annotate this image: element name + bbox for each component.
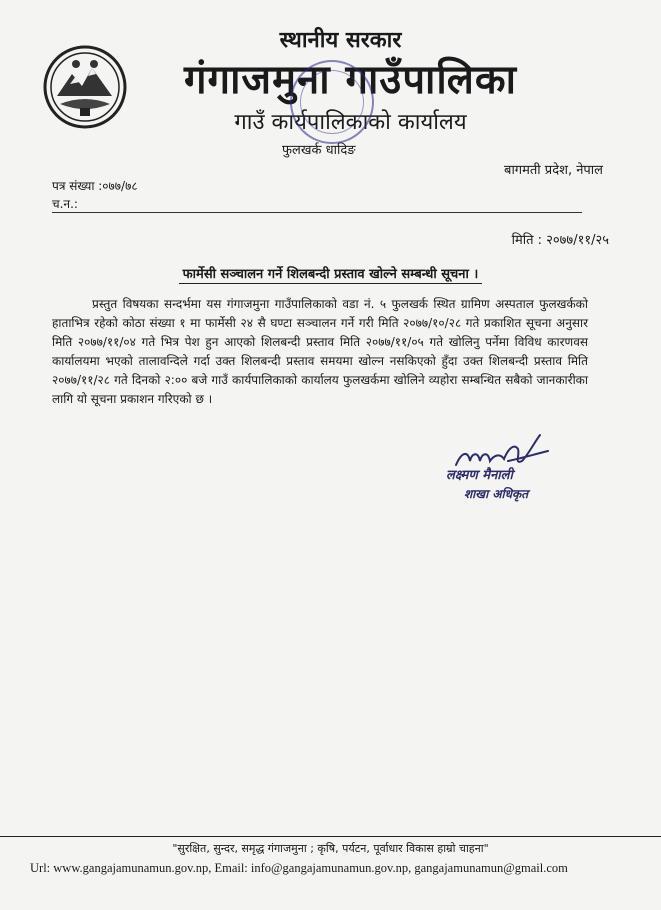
letterhead-municipality-name: गंगाजमुना गाउँपालिका <box>184 56 517 103</box>
letter-number: पत्र संख्या :०७७/७८ <box>52 179 138 193</box>
notice-body: प्रस्तुत विषयका सन्दर्भमा यस गंगाजमुना गाउँपालिकाको वडा नं. ५ फुलखर्क स्थित ग्रामिण अस्पताल फुलखर्कको हाताभित्र रहेको कोठा संख्या १ मा फार्मेसी २४ सै घण्टा सञ्चालन गर्ने गरी मिति २०७७/१०/२८ गते प्रकाशित सूचना अनुसार मिति २०७७/११/०४ गते भित्र पेश हुन आएको शिलबन्दी प्रस्ताव मिति २०७७/११/०५ गते खोलिनु पर्नेमा विविध कारणवस कार्यालयमा भएको तालावन्दिले गर्दा उक्त शिलबन्दी प्रस्ताव समयमा खोल्न नसकिएको हुँदा उक्त शिलबन्दी प्रस्ताव मिति २०७७/११/२८ गते दिनको २:०० बजे गाउँ कार्यपालिकाको कार्यालय फुलखर्कमा खोलिने व्यहोरा सम्बन्धित सबैको जानकारीका लागि यो सूचना प्रकाशन गरिएको छ । <box>52 297 588 406</box>
letterhead-government-level: स्थानीय सरकार <box>279 27 402 53</box>
footer-contact: Url: www.gangajamunamun.gov.np, Email: info@gangajamunamun.gov.np, gangajamunamun@gmail.com <box>30 861 568 875</box>
footer-divider <box>0 836 661 837</box>
province-address: बागमती प्रदेश, नेपाल <box>504 163 603 178</box>
signatory-title: शाखा अधिकृत <box>464 487 529 501</box>
letterhead-office-name: गाउँ कार्यपालिकाको कार्यालय <box>234 110 467 135</box>
header-divider <box>52 212 582 213</box>
dispatch-number: च.न.: <box>52 197 78 211</box>
signatory-name: लक्ष्मण मैनाली <box>446 468 513 483</box>
footer-motto: "सुरक्षित, सुन्दर, समृद्ध गंगाजमुना ; कृषि, पर्यटन, पूर्वाधार विकास हाम्रो चाहना" <box>172 842 489 855</box>
notice-subject <box>0 263 661 282</box>
office-seal-inner-ring <box>300 70 364 134</box>
notice-subject-text: फार्मेसी सञ्चालन गर्ने शिलबन्दी प्रस्ताव खोल्ने सम्बन्धी सूचना । <box>179 267 483 284</box>
letterhead-address: फुलखर्क धादिङ <box>282 143 356 158</box>
notice-date: मिति : २०७७/११/२५ <box>511 233 609 248</box>
office-seal-stamp-icon <box>290 60 374 144</box>
